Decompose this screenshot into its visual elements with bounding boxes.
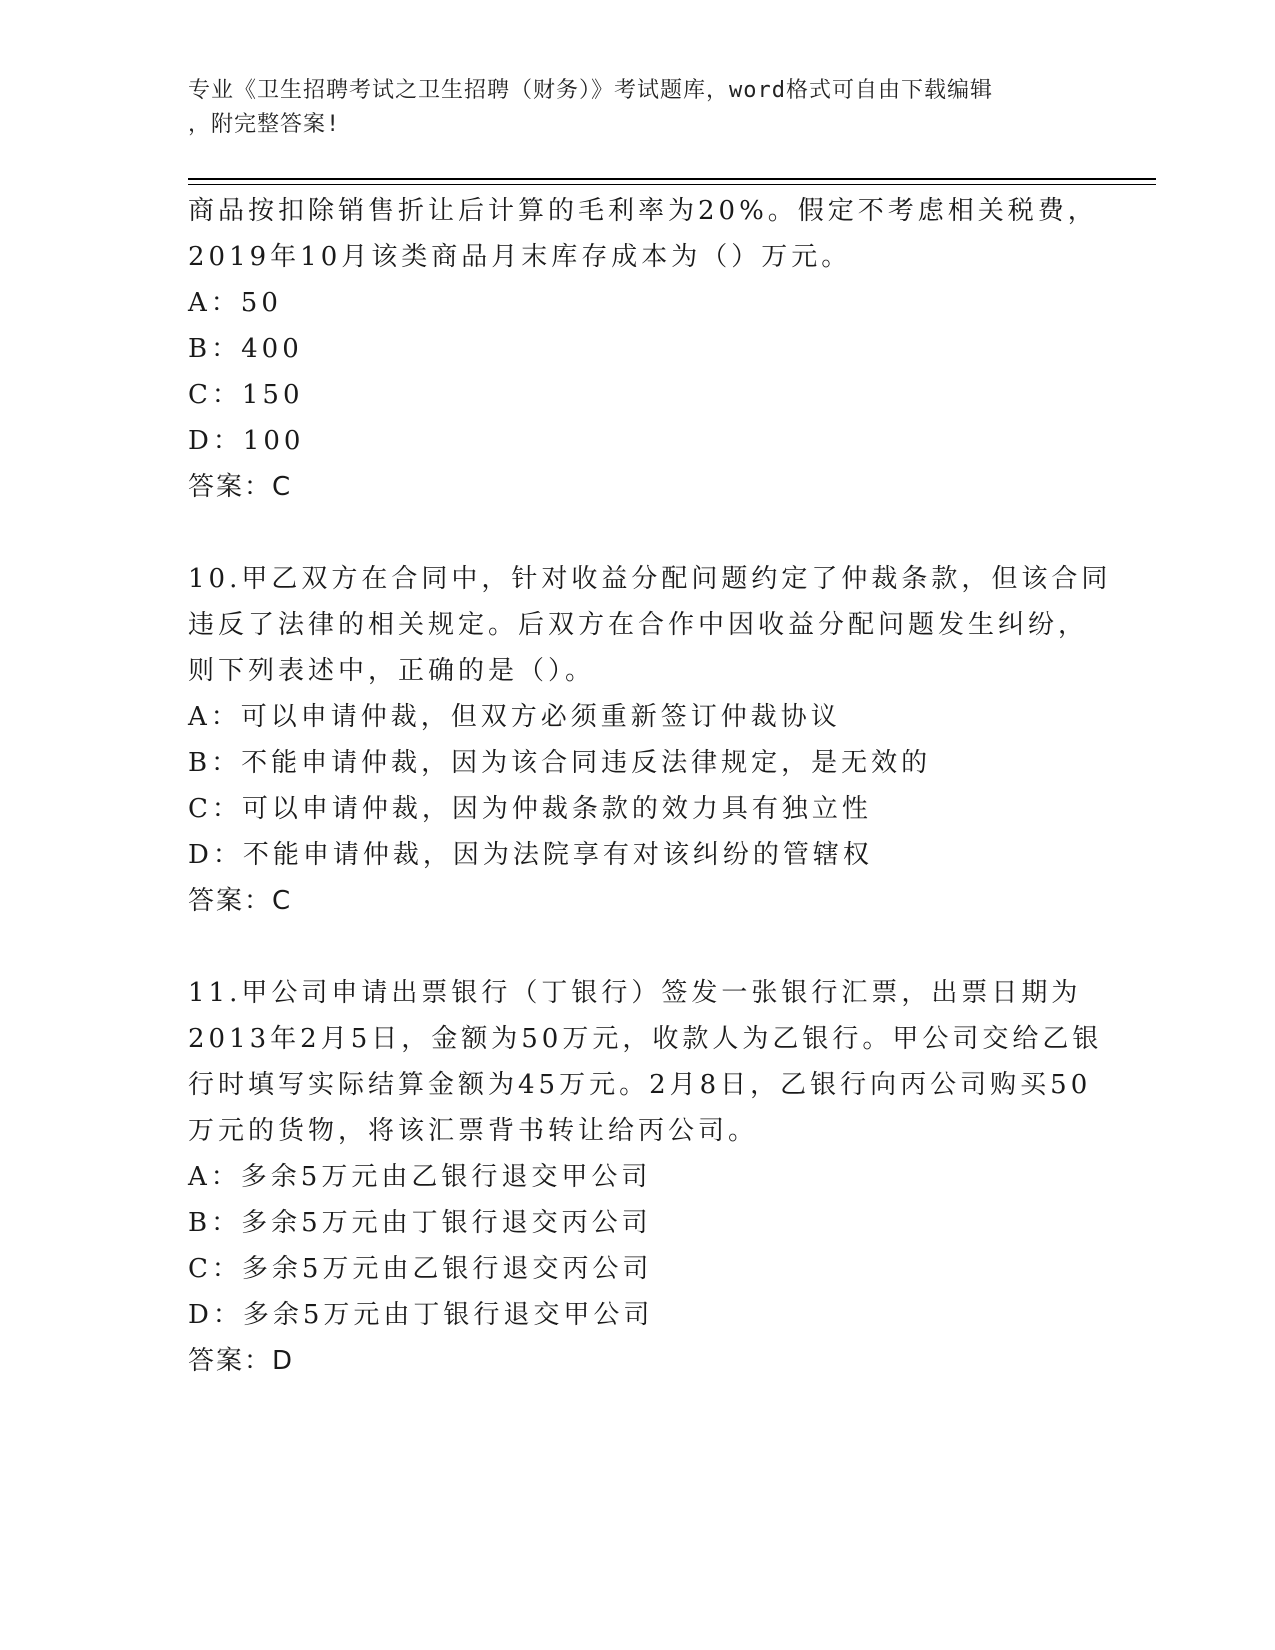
option-d: D：不能申请仲裁，因为法院享有对该纠纷的管辖权 <box>188 840 873 870</box>
page-header <box>188 74 1088 142</box>
question-stem-line: 则下列表述中，正确的是（）。 <box>188 656 596 686</box>
question-11 <box>188 970 1103 1384</box>
header-line-1: 专业《卫生招聘考试之卫生招聘（财务）》考试题库，word格式可自由下载编辑 <box>188 78 993 103</box>
option-a: A：50 <box>188 288 282 318</box>
question-9 <box>188 188 1098 510</box>
option-b: B：多余5万元由丁银行退交丙公司 <box>188 1208 652 1238</box>
question-list <box>188 188 1112 1384</box>
answer-label: 答案：D <box>188 1346 295 1376</box>
answer-label: 答案：C <box>188 886 293 916</box>
option-a: A：多余5万元由乙银行退交甲公司 <box>188 1162 652 1192</box>
question-stem-line: 2013年2月5日，金额为50万元，收款人为乙银行。甲公司交给乙银 <box>188 1024 1103 1054</box>
spacer <box>188 510 1088 556</box>
question-stem-line: 商品按扣除销售折让后计算的毛利率为20%。假定不考虑相关税费， <box>188 196 1098 226</box>
answer-label: 答案：C <box>188 472 293 502</box>
header-divider-thin <box>188 184 1156 185</box>
option-c: C：可以申请仲裁，因为仲裁条款的效力具有独立性 <box>188 794 872 824</box>
question-stem-line: 11.甲公司申请出票银行（丁银行）签发一张银行汇票，出票日期为 <box>188 978 1082 1008</box>
header-line-2: ，附完整答案! <box>188 112 341 137</box>
option-b: B：400 <box>188 334 303 364</box>
question-stem-line: 万元的货物，将该汇票背书转让给丙公司。 <box>188 1116 759 1146</box>
option-c: C：多余5万元由乙银行退交丙公司 <box>188 1254 653 1284</box>
option-c: C：150 <box>188 380 304 410</box>
option-d: D：多余5万元由丁银行退交甲公司 <box>188 1300 654 1330</box>
question-stem-line: 违反了法律的相关规定。后双方在合作中因收益分配问题发生纠纷， <box>188 610 1089 640</box>
question-stem-line: 2019年10月该类商品月末库存成本为（）万元。 <box>188 242 852 272</box>
header-divider-thick <box>188 178 1156 180</box>
question-stem-line: 行时填写实际结算金额为45万元。2月8日，乙银行向丙公司购买50 <box>188 1070 1092 1100</box>
option-d: D：100 <box>188 426 305 456</box>
question-10 <box>188 556 1112 924</box>
option-a: A：可以申请仲裁，但双方必须重新签订仲裁协议 <box>188 702 841 732</box>
question-stem-line: 10.甲乙双方在合同中，针对收益分配问题约定了仲裁条款，但该合同 <box>188 564 1112 594</box>
spacer <box>188 924 1088 970</box>
option-b: B：不能申请仲裁，因为该合同违反法律规定，是无效的 <box>188 748 932 778</box>
